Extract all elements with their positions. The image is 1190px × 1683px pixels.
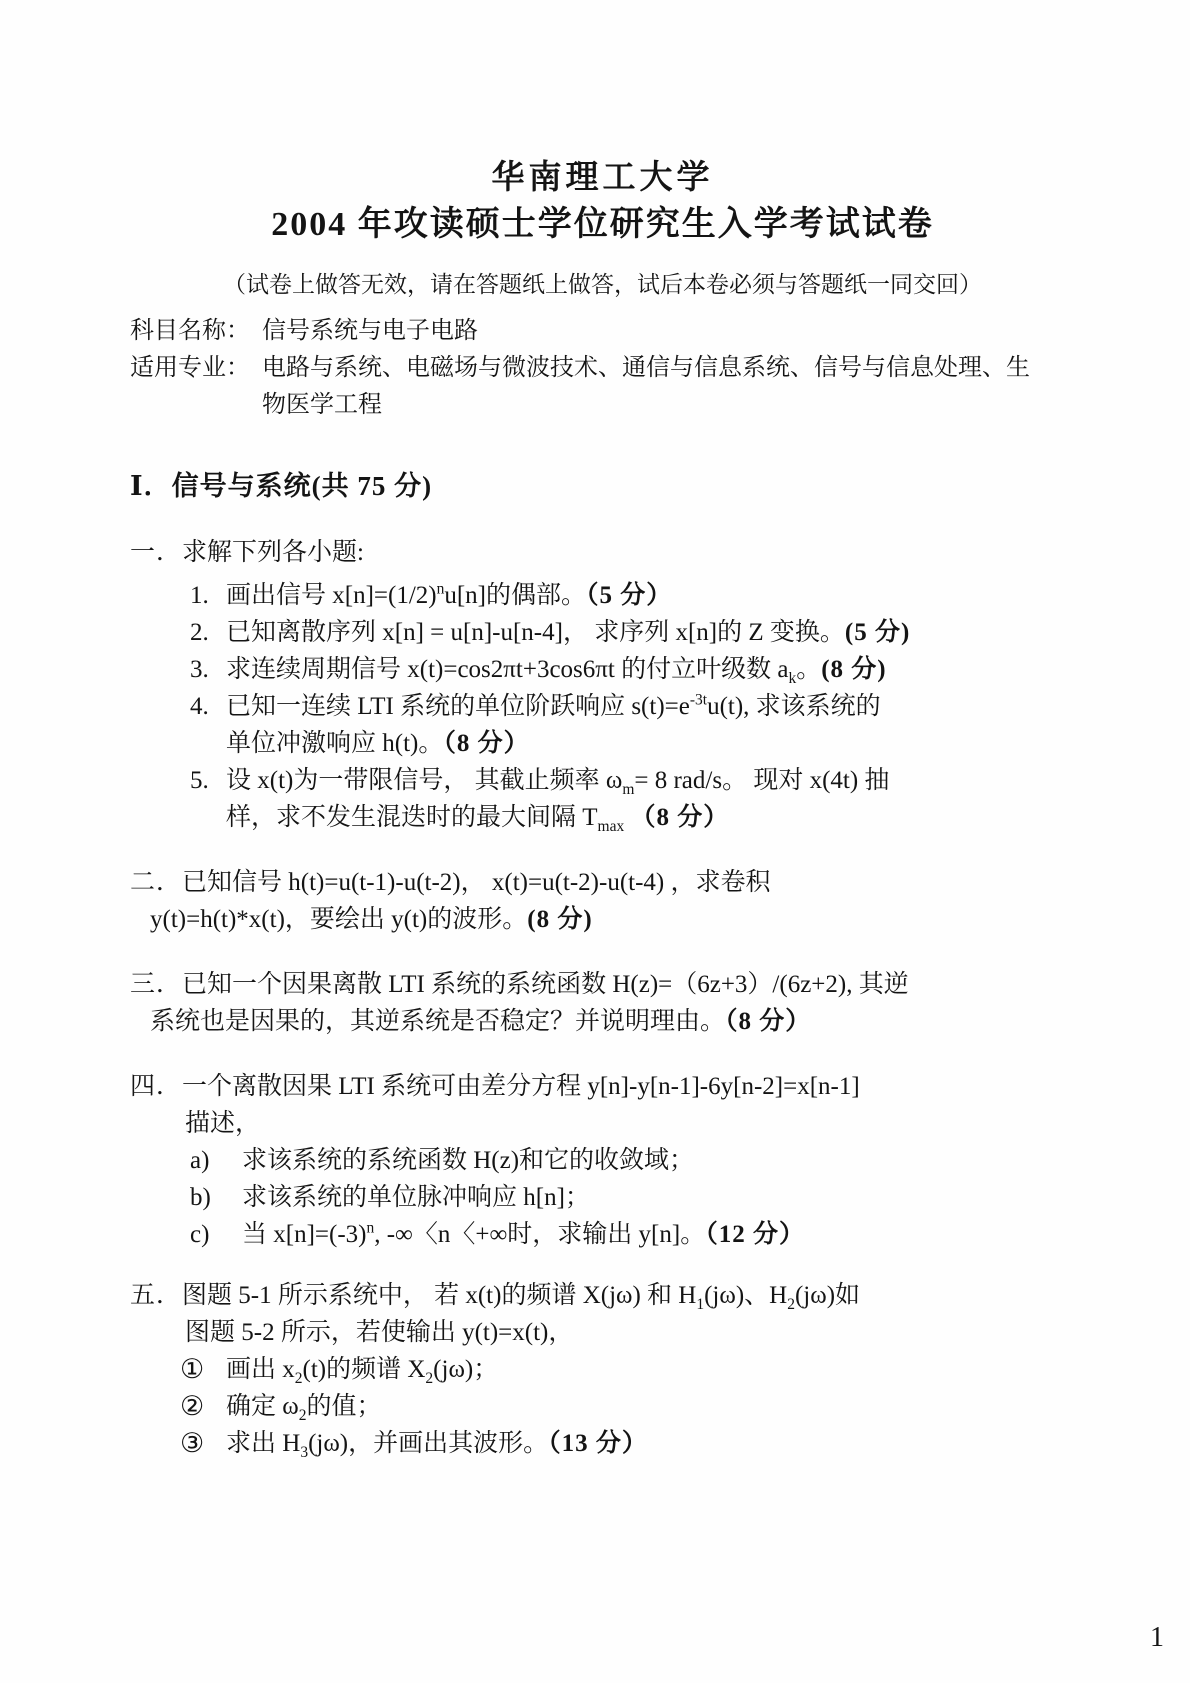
university-title: 华南理工大学 [491,160,714,196]
sub-item-number: b) [190,1184,211,1211]
majors-row [130,350,1075,424]
circled-item [180,1351,1075,1388]
list-item [190,577,1075,614]
sub-item-text: 求该系统的系统函数 H(z)和它的收敛域； [242,1147,695,1174]
list-item [190,762,1075,836]
sub-item-text: 当 $x[n]=(-3)^n$, -∞〈n〈+∞时，求输出 y[n]。（12 分） [242,1219,805,1248]
question-4-text: 一个离散因果 LTI 系统可由差分方程 y[n]-y[n-1]-6y[n-2]=x[n-1] 描述， [182,1073,860,1137]
page-number: 1 [1150,1622,1164,1653]
item-text: 画出信号 $x[n]=(1/2)^nu[n]$的偶部。（5 分） [226,580,673,609]
question-2-text: 已知信号 h(t)=u(t-1)-u(t-2)， x(t)=u(t-2)-u(t-4) ，求卷积 y(t)=h(t)*x(t)，要绘出 y(t)的波形。(8 分) [150,869,771,933]
item-text: 已知一连续 LTI 系统的单位阶跃响应 $s(t)=e^{-3t}u(t)$, 求该系统的 单位冲激响应 h(t)。（8 分） [226,691,881,757]
circled-item-text: 画出 $x_2(t)$的频谱 $X_2(j\omega)$； [226,1356,499,1387]
sub-item-number: a) [190,1147,210,1174]
question-3 [130,966,1075,1040]
list-item [190,614,1075,651]
question-2-label: 二． [130,869,183,896]
item-number: 3. [190,656,209,683]
item-number: 2. [190,619,209,646]
question-4-subitems [190,1142,1075,1253]
section-heading: Ⅰ．信号与系统(共 75 分) [130,471,433,501]
question-4-label: 四． [130,1073,183,1100]
question-5 [130,1277,1075,1351]
sub-item [190,1142,1075,1179]
question-4 [130,1068,1075,1142]
question-1-label: 一． [130,539,183,566]
item-number: 5. [190,767,209,794]
question-1-items [190,577,1075,836]
item-number: 4. [190,693,209,720]
subject-label: 科目名称： [130,318,250,344]
circled-item-number: ② [180,1391,205,1421]
subject-row [130,313,1075,350]
sub-item-number: c) [190,1221,210,1248]
item-text: 求连续周期信号 x(t)=cos2πt+3cos6πt 的付立叶级数 $a_k$。(8 分) [226,656,887,687]
circled-item-number: ① [180,1354,205,1384]
list-item [190,688,1075,762]
question-3-label: 三． [130,971,183,998]
question-5-subitems [180,1351,1075,1462]
majors-value: 电路与系统、电磁场与微波技术、通信与信息系统、信号与信息处理、生 物医学工程 [262,355,1030,418]
circled-item [180,1388,1075,1425]
question-5-label: 五． [130,1282,183,1309]
circled-item-text: 求出 $H_3(j\omega)$，并画出其波形。（13 分） [226,1430,648,1461]
question-2 [130,864,1075,938]
majors-label: 适用专业： [130,355,250,381]
exam-title: 2004 年攻读硕士学位研究生入学考试试卷 [271,206,934,243]
item-text: 设 x(t)为一带限信号， 其截止频率 $\omega_m= 8$ rad/s。 现对 x(4t) 抽 样，求不发生混迭时的最大间隔 $T_{max}$ （8 分） [226,767,890,835]
circled-item-text: 确定 $\omega_2$的值； [226,1393,382,1424]
subject-value: 信号系统与电子电路 [262,318,478,344]
sub-item-text: 求该系统的单位脉冲响应 h[n]； [242,1184,590,1211]
exam-notice: （试卷上做答无效，请在答题纸上做答，试后本卷必须与答题纸一同交回） [223,272,982,297]
sub-item [190,1216,1075,1253]
question-1-intro: 求解下列各小题: [182,539,364,566]
question-3-text: 已知一个因果离散 LTI 系统的系统函数 H(z)=（6z+3）/(6z+2), 其逆 系统也是因果的，其逆系统是否稳定？并说明理由。（8 分） [150,971,909,1035]
circled-item [180,1425,1075,1462]
question-1 [130,534,1075,571]
item-text: 已知离散序列 x[n] = u[n]-u[n-4]， 求序列 x[n]的 Z 变换。(5 分) [226,619,911,646]
question-5-text: 图题 5-1 所示系统中， 若 x(t)的频谱 X(jω) 和 $H_1(j\omega)$、$H_2(j\omega)$如 图题 5-2 所示，若使输出 y(t)=x(t)， [182,1282,861,1346]
item-number: 1. [190,582,209,609]
list-item [190,651,1075,688]
sub-item [190,1179,1075,1216]
circled-item-number: ③ [180,1428,205,1458]
